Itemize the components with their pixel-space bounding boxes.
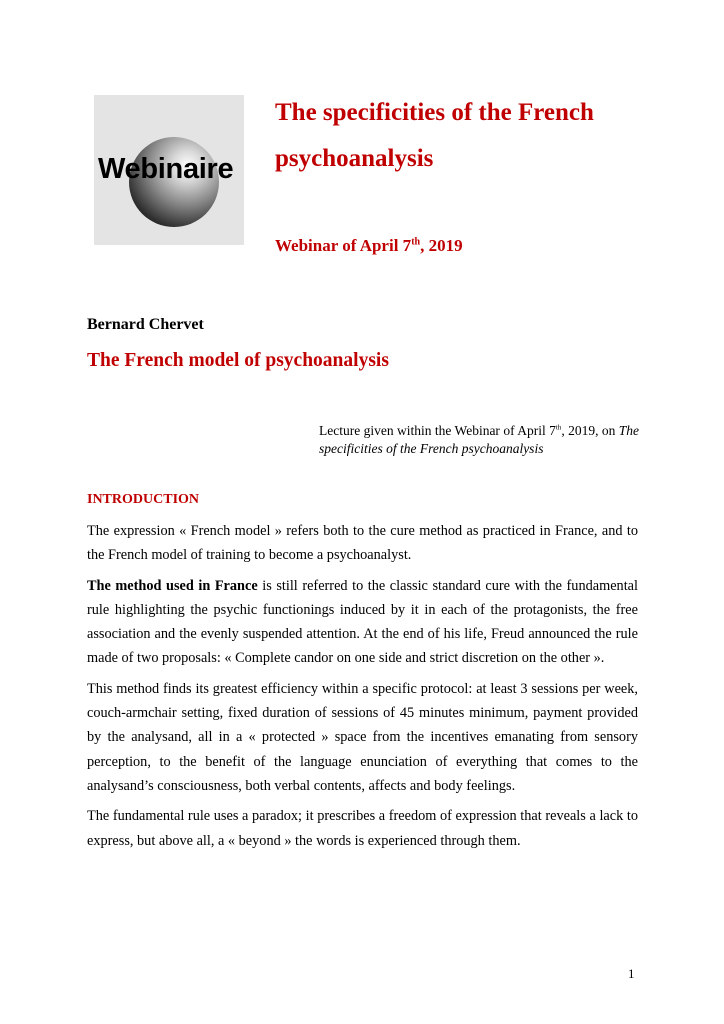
paragraph-2-bold: The method used in France	[87, 577, 258, 594]
logo-text: Webinaire	[98, 153, 234, 185]
document-title: The specificities of the French psychoanalysis	[275, 99, 594, 172]
lecture-sup: th	[555, 423, 562, 432]
body-text	[87, 519, 638, 859]
lecture-italic-title: The specificities of the French psychoanalysis	[319, 423, 639, 456]
lecture-prefix: Lecture given within the Webinar of April 7	[319, 423, 556, 438]
webinar-date	[275, 236, 463, 256]
paragraph-3: This method finds its greatest efficiency within a specific protocol: at least 3 sessions per week, couch-armchair setting, fixed duration of sessions of 45 minutes minimum, payment provided by the analysand, all in a « protected » space from the incentives emanating from sensory perception, to the benefit of the language enunciation of everything that comes to the analysand’s consciousness, both verbal contents, affects and body feelings.	[87, 680, 638, 794]
introduction-heading: INTRODUCTION	[87, 492, 200, 507]
author-name: Bernard Chervet	[87, 316, 204, 333]
lecture-middle: , 2019, on	[561, 423, 619, 438]
subtitle-prefix: Webinar of April 7	[275, 236, 412, 255]
paragraph-4: The fundamental rule uses a paradox; it prescribes a freedom of expression that reveals a lack to express, but above all, a « beyond » the words is experienced through them.	[87, 808, 638, 849]
paragraph-1: The expression « French model » refers both to the cure method as practiced in France, and to the French model of training to become a psychoanalyst.	[87, 523, 638, 564]
subtitle-suffix: , 2019	[420, 236, 463, 255]
page-number: 1	[628, 966, 635, 981]
lecture-note	[319, 422, 639, 458]
subtitle-sup: th	[411, 236, 421, 248]
webinaire-logo	[94, 95, 244, 245]
paragraph-2	[87, 574, 638, 671]
section-title: The French model of psychoanalysis	[87, 350, 389, 371]
paragraph-2-rest: is still referred to the classic standard cure with the fundamental rule highlighting the psychic functionings induced by it in each of the protagonists, the free association and the evenly suspended attention. At the end of his life, Freud announced the rule made of two proposals: « Complete candor on one side and strict discretion on the other ».	[87, 577, 638, 667]
